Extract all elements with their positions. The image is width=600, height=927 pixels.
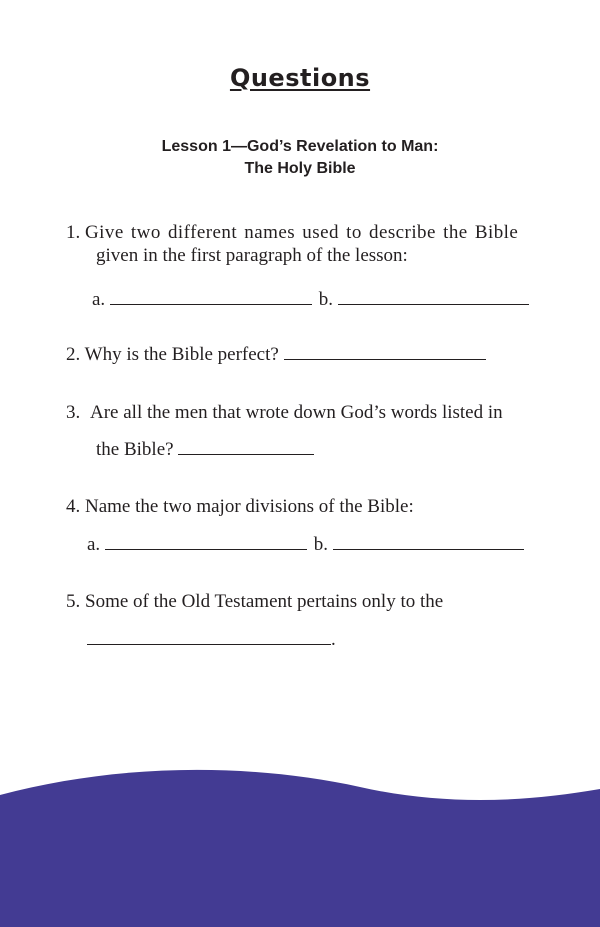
question-4 [66, 495, 414, 519]
question-4-number: 4. [66, 496, 81, 517]
question-1-answers [92, 288, 529, 312]
question-1 [66, 221, 518, 245]
question-4-answer-b-field[interactable] [333, 533, 524, 550]
question-1-text-line1: Give two different names used to describe the Bible [85, 222, 519, 243]
question-1-label-a: a. [92, 289, 106, 310]
question-5 [66, 590, 443, 614]
question-4-label-b: b. [313, 534, 328, 555]
question-4-answer-a-field[interactable] [105, 533, 307, 550]
question-4-text: Name the two major divisions of the Bible: [85, 496, 414, 517]
lesson-heading-line2: The Holy Bible [244, 160, 356, 177]
question-1-answer-b-field[interactable] [338, 288, 529, 305]
page-title-text: Questions [229, 64, 371, 92]
question-1-text-line2: given in the first paragraph of the lesson: [96, 245, 408, 266]
question-2 [66, 343, 486, 367]
footer-wave-shape [0, 770, 600, 927]
question-1-answer-a-field[interactable] [110, 288, 312, 305]
question-3-continued [96, 438, 314, 462]
lesson-heading-line1: Lesson 1—God’s Revelation to Man: [161, 138, 439, 155]
question-5-continued [87, 628, 336, 652]
question-2-answer-field[interactable] [284, 343, 486, 360]
question-1-continued [96, 244, 408, 268]
question-3-text-line2: the Bible? [96, 439, 174, 460]
question-3-answer-field[interactable] [178, 438, 314, 455]
question-5-end-punct: . [331, 629, 336, 650]
question-4-label-a: a. [87, 534, 101, 555]
question-3-text-line1: Are all the men that wrote down God’s words listed in [90, 402, 503, 423]
question-3 [66, 401, 503, 425]
question-3-number: 3. [66, 402, 81, 423]
question-1-number: 1. [66, 222, 81, 243]
question-1-label-b: b. [318, 289, 333, 310]
page-title [0, 64, 600, 92]
question-5-answer-field[interactable] [87, 628, 331, 645]
question-2-text: Why is the Bible perfect? [84, 344, 279, 365]
lesson-heading [0, 136, 600, 180]
footer-wave [0, 767, 600, 927]
question-5-text: Some of the Old Testament pertains only to the [85, 591, 444, 612]
question-4-answers [87, 533, 524, 557]
question-5-number: 5. [66, 591, 81, 612]
question-2-number: 2. [66, 344, 81, 365]
